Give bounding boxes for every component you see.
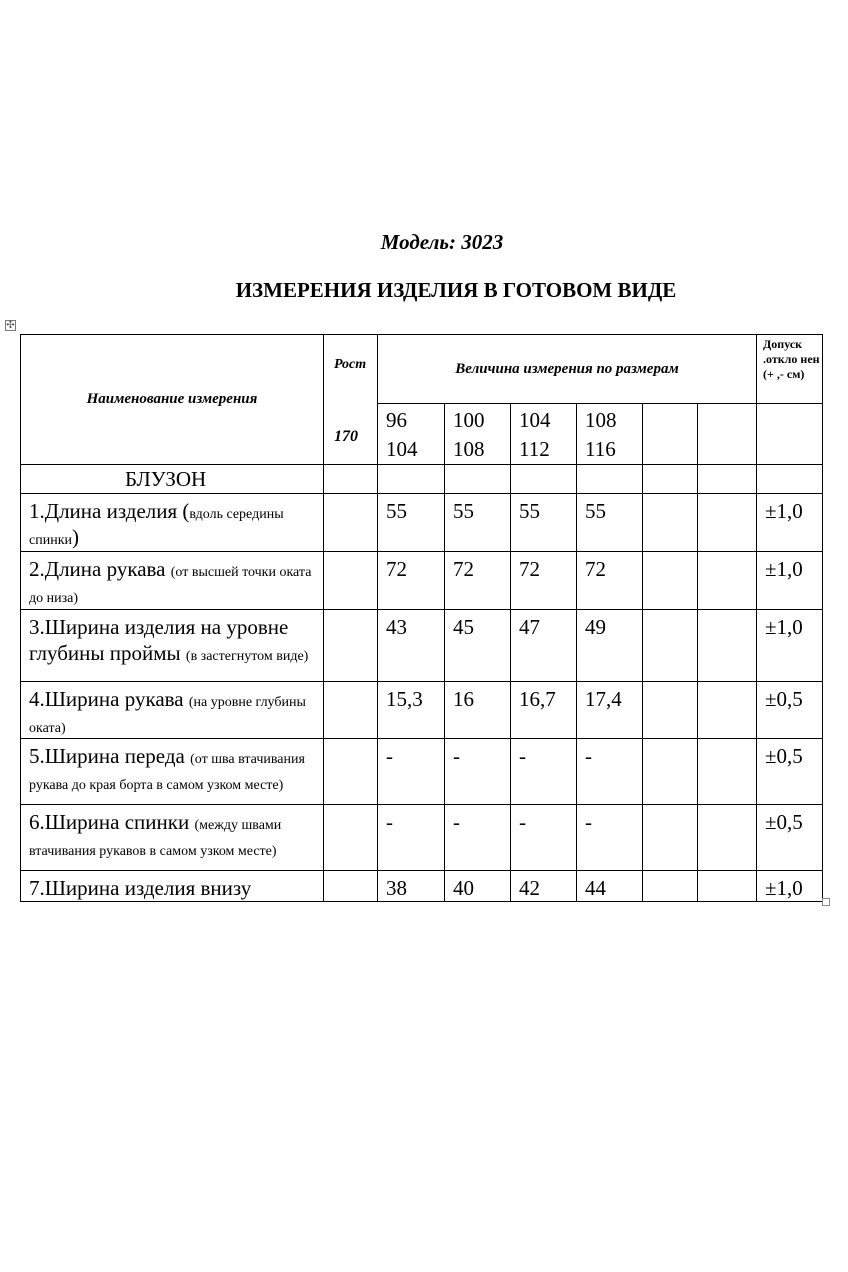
- tolerance-value: ±1,0: [757, 610, 823, 682]
- table-move-handle-icon[interactable]: ✣: [6, 320, 15, 331]
- measurement-note: (на уровне глубины оката): [29, 695, 306, 736]
- measurement-value: -: [511, 805, 577, 871]
- measurement-title: 1.Длина изделия (: [29, 499, 190, 523]
- measurement-value: 43: [378, 610, 445, 682]
- measurement-row: [21, 739, 823, 805]
- rost-cell: [324, 871, 378, 902]
- measurement-value: 47: [511, 610, 577, 682]
- size-top: 104: [519, 408, 551, 432]
- tolerance-value: ±1,0: [757, 494, 823, 552]
- measurement-title: 3.Ширина изделия на уровне глубины проймы: [29, 615, 289, 665]
- measurement-value: 55: [378, 494, 445, 552]
- measurement-note: (между швами втачивания рукавов в самом узком месте): [29, 818, 282, 859]
- measurement-note: (в застегнутом виде): [185, 649, 309, 664]
- measurement-note: (от шва втачивания рукава до края борта в самом узком месте): [29, 752, 305, 793]
- size-cell: [511, 404, 577, 465]
- measurement-row: [21, 552, 823, 610]
- empty-value-cell: [698, 805, 757, 871]
- rost-cell: [324, 805, 378, 871]
- rost-cell: [324, 552, 378, 610]
- empty-value-cell: [698, 610, 757, 682]
- table-end-marker: [822, 898, 830, 906]
- measurement-tail: ): [71, 525, 79, 549]
- measurement-name: [21, 871, 324, 902]
- measurement-name: [21, 805, 324, 871]
- measurement-value: -: [378, 805, 445, 871]
- measurement-value: 40: [445, 871, 511, 902]
- header-sizes-label: Величина измерения по размерам: [378, 335, 757, 404]
- empty-value-cell: [643, 552, 698, 610]
- measurement-value: 15,3: [378, 682, 445, 739]
- measurement-name: [21, 682, 324, 739]
- measurement-value: 72: [445, 552, 511, 610]
- measurement-note: (от высшей точки оката до низа): [29, 565, 312, 606]
- measurement-value: 16,7: [511, 682, 577, 739]
- tolerance-value: ±0,5: [757, 805, 823, 871]
- header-rost-cell: [324, 335, 378, 465]
- measurement-value: 49: [577, 610, 643, 682]
- measurement-row: [21, 805, 823, 871]
- measurement-value: -: [378, 739, 445, 805]
- measurement-value: 55: [445, 494, 511, 552]
- size-bottom: 116: [585, 437, 616, 461]
- tolerance-value: ±0,5: [757, 739, 823, 805]
- rost-cell: [324, 682, 378, 739]
- measurement-value: 44: [577, 871, 643, 902]
- measurement-value: 17,4: [577, 682, 643, 739]
- size-cell: [445, 404, 511, 465]
- measurement-value: 72: [378, 552, 445, 610]
- empty-value-cell: [698, 682, 757, 739]
- measurement-value: 55: [577, 494, 643, 552]
- header-rost-value: 170: [334, 428, 358, 445]
- empty-tolerance-cell: [757, 404, 823, 465]
- empty-value-cell: [698, 552, 757, 610]
- page-title: ИЗМЕРЕНИЯ ИЗДЕЛИЯ В ГОТОВОМ ВИДЕ: [235, 278, 677, 302]
- header-name-column: Наименование измерения: [21, 335, 324, 465]
- measurement-value: 16: [445, 682, 511, 739]
- measurement-value: 72: [511, 552, 577, 610]
- empty-value-cell: [643, 610, 698, 682]
- measurement-value: -: [511, 739, 577, 805]
- rost-cell: [324, 610, 378, 682]
- size-top: 100: [453, 408, 485, 432]
- model-heading: Модель: 3023: [380, 230, 504, 254]
- empty-value-cell: [698, 871, 757, 902]
- tolerance-value: ±1,0: [757, 552, 823, 610]
- measurement-row: [21, 610, 823, 682]
- measurement-value: 72: [577, 552, 643, 610]
- measurement-row: [21, 682, 823, 739]
- measurement-title: 4.Ширина рукава: [29, 687, 189, 711]
- measurements-table: [20, 334, 823, 902]
- section-row: [21, 465, 823, 494]
- size-cell: [577, 404, 643, 465]
- size-bottom: 108: [453, 437, 485, 461]
- measurement-title: 2.Длина рукава: [29, 557, 171, 581]
- measurement-value: 38: [378, 871, 445, 902]
- size-bottom: 112: [519, 437, 550, 461]
- size-top: 108: [585, 408, 617, 432]
- header-tolerance: Допуск .откло нен (+ ,- см): [757, 335, 823, 404]
- measurement-value: 42: [511, 871, 577, 902]
- header-row: [21, 335, 823, 404]
- measurement-title: 6.Ширина спинки: [29, 810, 195, 834]
- size-top: 96: [386, 408, 407, 432]
- rost-cell: [324, 739, 378, 805]
- empty-value-cell: [643, 739, 698, 805]
- measurement-name: [21, 494, 324, 552]
- empty-value-cell: [643, 494, 698, 552]
- measurement-value: -: [577, 739, 643, 805]
- measurement-title: 5.Ширина переда: [29, 744, 191, 768]
- empty-value-cell: [698, 494, 757, 552]
- empty-value-cell: [643, 871, 698, 902]
- measurement-value: -: [445, 739, 511, 805]
- measurement-value: -: [577, 805, 643, 871]
- measurement-name: [21, 610, 324, 682]
- measurement-row: [21, 871, 823, 902]
- rost-cell: [324, 494, 378, 552]
- header-rost-label: Рост: [334, 357, 367, 372]
- empty-size-cell: [643, 404, 698, 465]
- empty-size-cell: [698, 404, 757, 465]
- size-cell: [378, 404, 445, 465]
- section-label: БЛУЗОН: [21, 465, 324, 494]
- empty-value-cell: [643, 682, 698, 739]
- measurement-title: 7.Ширина изделия внизу: [29, 876, 252, 900]
- tolerance-value: ±0,5: [757, 682, 823, 739]
- measurement-value: 55: [511, 494, 577, 552]
- measurement-value: 45: [445, 610, 511, 682]
- measurement-name: [21, 552, 324, 610]
- measurement-note: вдоль середины спинки: [29, 507, 284, 548]
- measurement-row: [21, 494, 823, 552]
- tolerance-value: ±1,0: [757, 871, 823, 902]
- empty-value-cell: [698, 739, 757, 805]
- measurement-name: [21, 739, 324, 805]
- empty-value-cell: [643, 805, 698, 871]
- size-bottom: 104: [386, 437, 418, 461]
- measurement-value: -: [445, 805, 511, 871]
